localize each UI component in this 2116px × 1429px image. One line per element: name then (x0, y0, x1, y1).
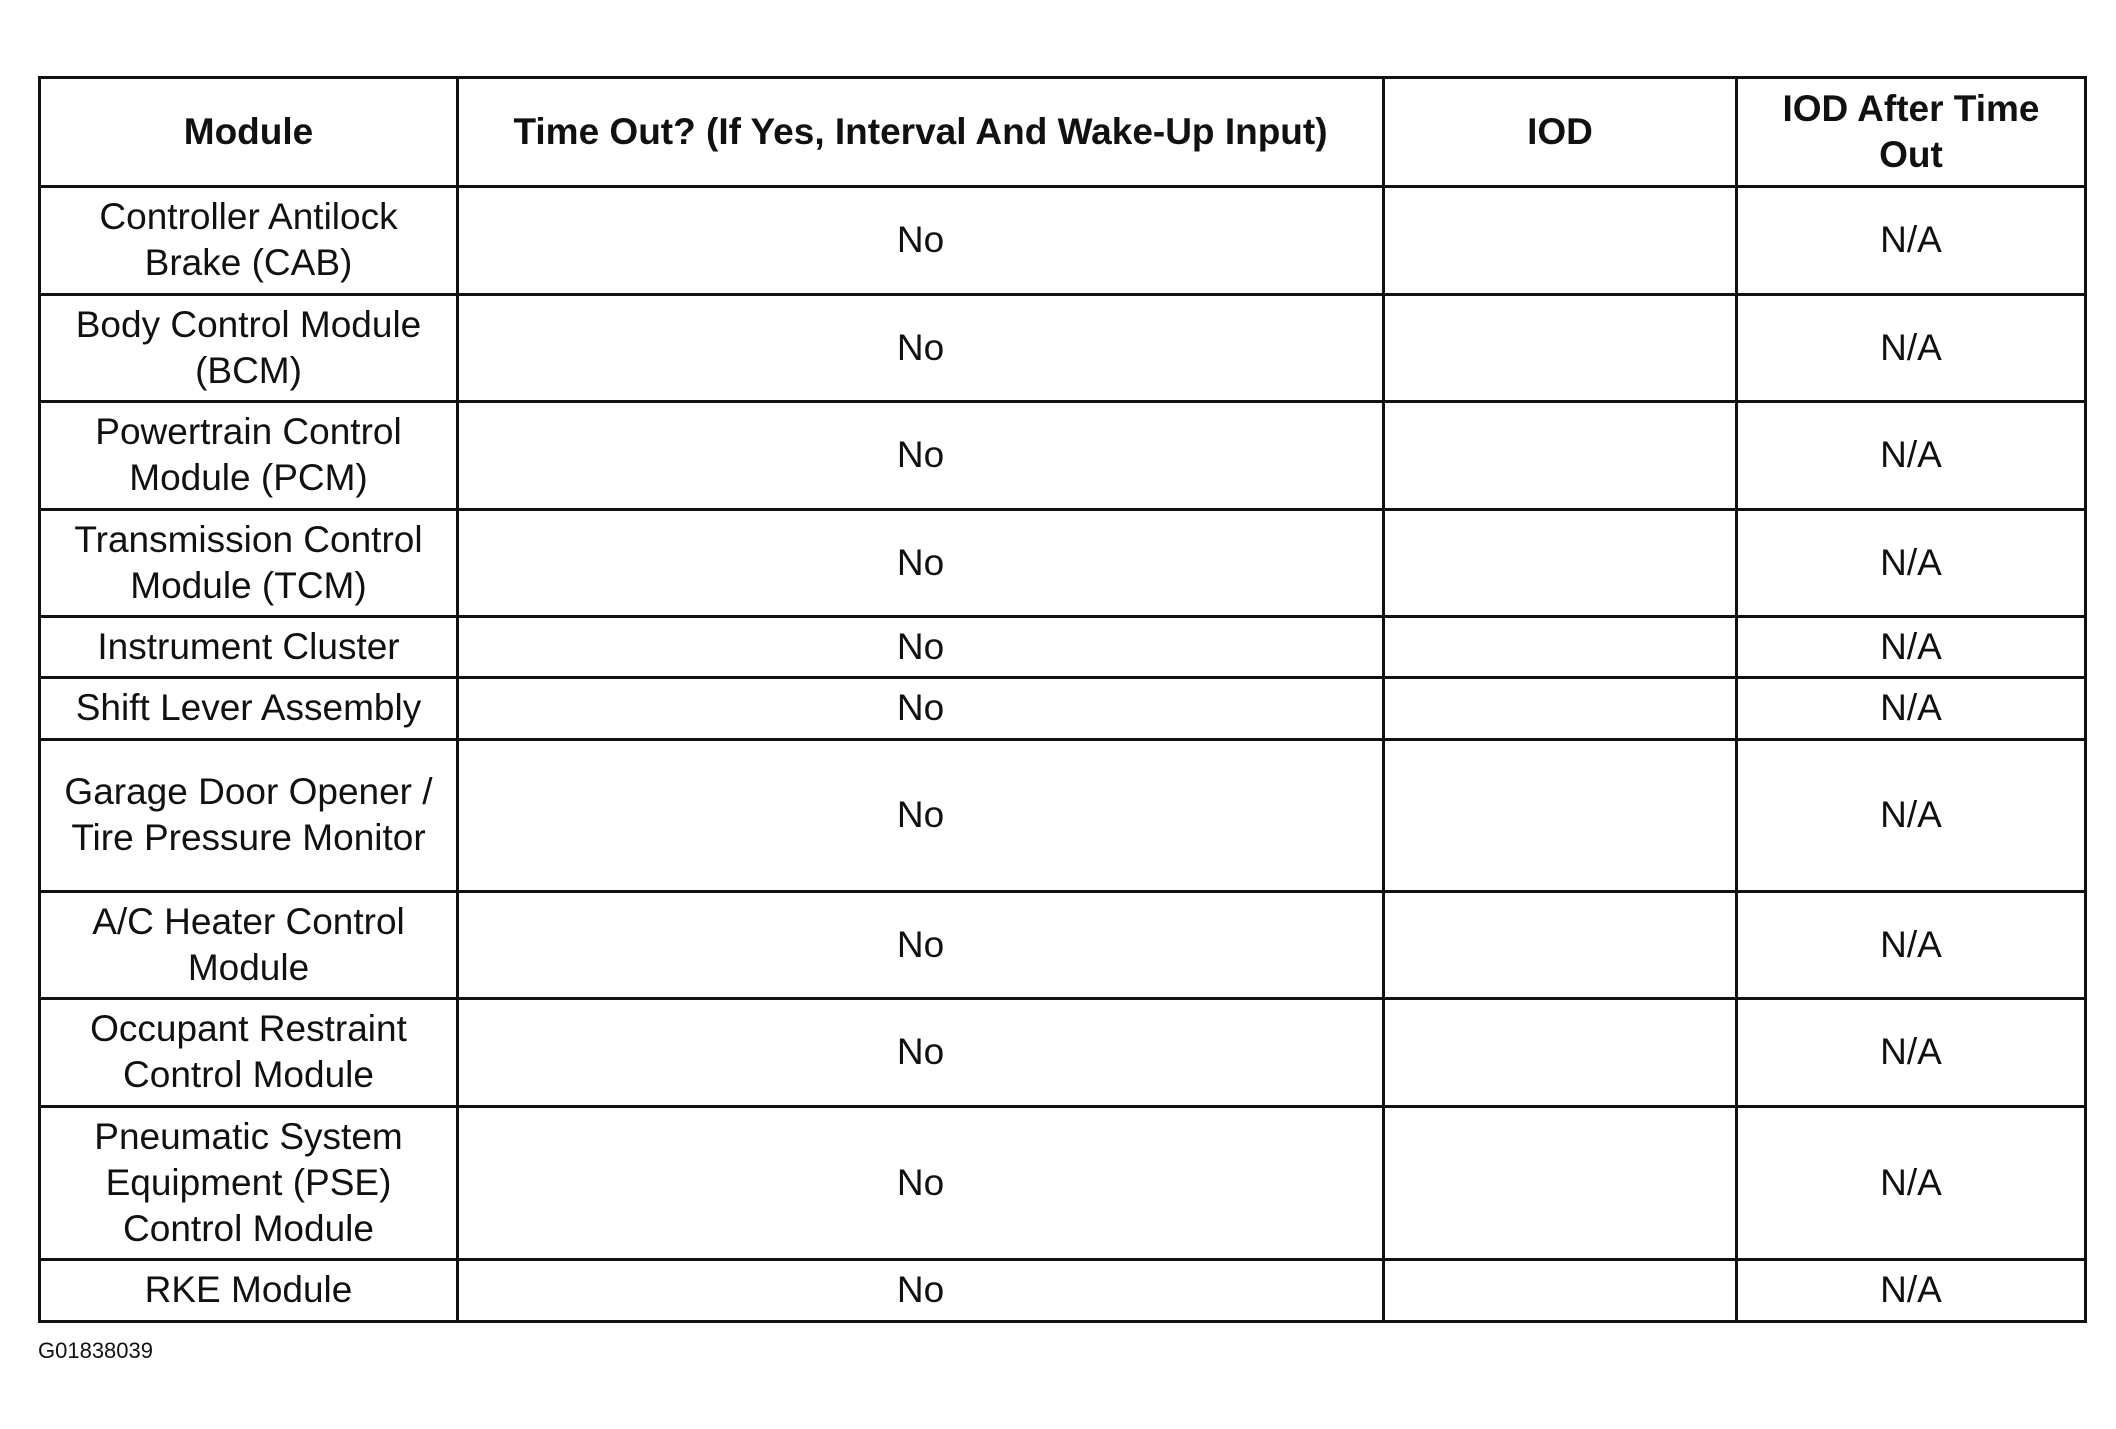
cell-time-out: No (458, 294, 1384, 402)
cell-module: Powertrain Control Module (PCM) (40, 402, 458, 510)
cell-time-out: No (458, 891, 1384, 999)
table-row (40, 402, 2086, 510)
cell-module: Shift Lever Assembly (40, 678, 458, 739)
table-row (40, 617, 2086, 678)
table-row (40, 891, 2086, 999)
cell-module: Transmission Control Module (TCM) (40, 509, 458, 617)
cell-iod (1384, 999, 1737, 1107)
cell-iod-after-time-out: N/A (1737, 1106, 2086, 1260)
table-body (40, 187, 2086, 1322)
cell-iod (1384, 509, 1737, 617)
cell-iod-after-time-out: N/A (1737, 509, 2086, 617)
module-table-container (38, 76, 2084, 1323)
cell-iod-after-time-out: N/A (1737, 1260, 2086, 1321)
table-row (40, 1260, 2086, 1321)
header-time-out: Time Out? (If Yes, Interval And Wake-Up Input) (458, 78, 1384, 187)
cell-iod-after-time-out: N/A (1737, 739, 2086, 891)
cell-module: Pneumatic System Equipment (PSE) Control Module (40, 1106, 458, 1260)
table-row (40, 1106, 2086, 1260)
cell-time-out: No (458, 402, 1384, 510)
cell-time-out: No (458, 739, 1384, 891)
cell-iod (1384, 1260, 1737, 1321)
cell-iod (1384, 678, 1737, 739)
header-iod-after-time-out: IOD After Time Out (1737, 78, 2086, 187)
cell-time-out: No (458, 1260, 1384, 1321)
cell-time-out: No (458, 999, 1384, 1107)
cell-iod (1384, 187, 1737, 295)
table-row (40, 739, 2086, 891)
cell-iod (1384, 1106, 1737, 1260)
cell-time-out: No (458, 1106, 1384, 1260)
table-row (40, 294, 2086, 402)
cell-time-out: No (458, 678, 1384, 739)
cell-iod-after-time-out: N/A (1737, 294, 2086, 402)
cell-module: Garage Door Opener / Tire Pressure Monitor (40, 739, 458, 891)
module-timeout-table (38, 76, 2087, 1323)
cell-iod (1384, 294, 1737, 402)
table-row (40, 187, 2086, 295)
cell-time-out: No (458, 509, 1384, 617)
cell-module: Controller Antilock Brake (CAB) (40, 187, 458, 295)
cell-iod-after-time-out: N/A (1737, 187, 2086, 295)
cell-iod-after-time-out: N/A (1737, 402, 2086, 510)
cell-iod-after-time-out: N/A (1737, 678, 2086, 739)
cell-iod (1384, 617, 1737, 678)
cell-iod (1384, 739, 1737, 891)
cell-module: A/C Heater Control Module (40, 891, 458, 999)
header-module: Module (40, 78, 458, 187)
cell-iod-after-time-out: N/A (1737, 891, 2086, 999)
cell-iod (1384, 402, 1737, 510)
table-row (40, 678, 2086, 739)
cell-module: Body Control Module (BCM) (40, 294, 458, 402)
table-header-row (40, 78, 2086, 187)
cell-module: RKE Module (40, 1260, 458, 1321)
cell-iod-after-time-out: N/A (1737, 999, 2086, 1107)
table-row (40, 999, 2086, 1107)
cell-iod (1384, 891, 1737, 999)
figure-id: G01838039 (38, 1338, 153, 1363)
cell-module: Occupant Restraint Control Module (40, 999, 458, 1107)
cell-time-out: No (458, 187, 1384, 295)
cell-module: Instrument Cluster (40, 617, 458, 678)
cell-iod-after-time-out: N/A (1737, 617, 2086, 678)
cell-time-out: No (458, 617, 1384, 678)
table-row (40, 509, 2086, 617)
header-iod: IOD (1384, 78, 1737, 187)
